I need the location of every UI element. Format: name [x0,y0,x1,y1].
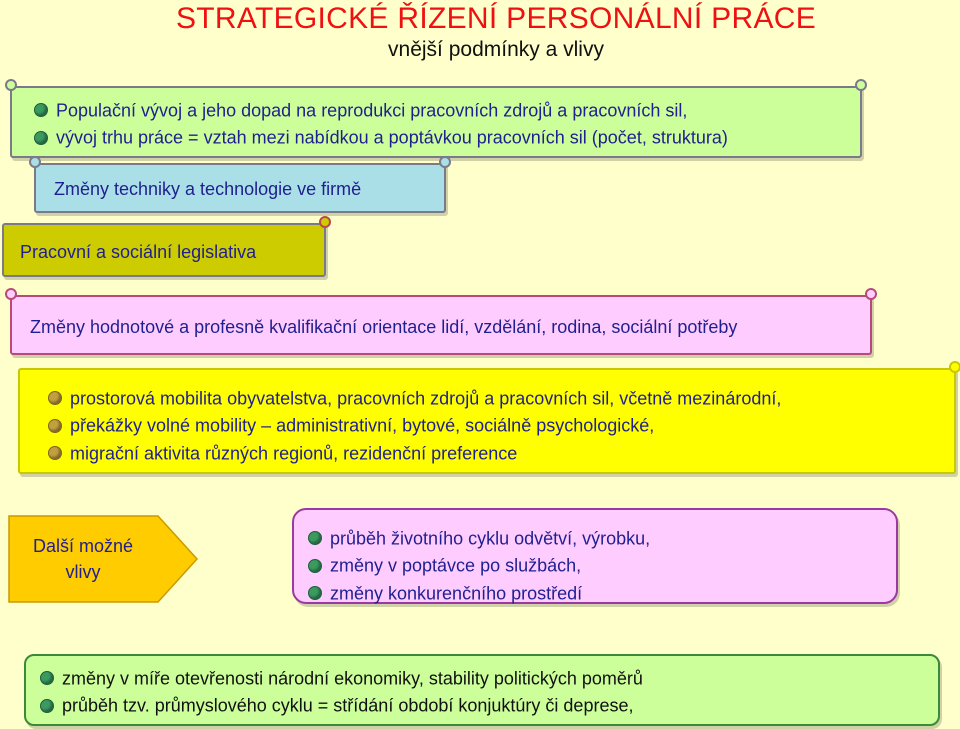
population-box [10,86,862,158]
scroll-curl-icon [865,288,877,300]
further-influences-label: Další možné vlivy [32,536,134,582]
further-influences-arrow [8,515,198,603]
further-influences-box [292,508,898,604]
legislation-box [2,223,326,277]
scroll-curl-icon [5,288,17,300]
values-box [10,295,872,355]
list-item: migrační aktivita různých regionů, rezidenční preference [48,439,954,466]
legislation-text: Pracovní a sociální legislativa [20,242,257,262]
scroll-curl-icon [5,79,17,91]
bullet-icon [308,531,322,545]
list-item: změny v poptávce po službách, [308,551,896,578]
list-item: Populační vývoj a jeho dopad na reprodukci pracovních zdrojů a pracovních sil, [34,96,860,123]
scroll-curl-icon [855,79,867,91]
scroll-curl-icon [439,156,451,168]
list-item: průběh tzv. průmyslového cyklu = střídání období konjuktúry či deprese, [40,691,938,718]
list-item: vývoj trhu práce = vztah mezi nabídkou a poptávkou pracovních sil (počet, struktura) [34,123,860,150]
bullet-icon [34,131,48,145]
scroll-curl-icon [29,156,41,168]
list-item: překážky volné mobility – administrativní, bytové, sociálně psychologické, [48,411,954,438]
bullet-icon [308,586,322,600]
list-item: prostorová mobilita obyvatelstva, pracovních zdrojů a pracovních sil, včetně mezinárodní, [48,384,954,411]
page-subtitle: vnější podmínky a vlivy [388,38,604,61]
bullet-icon [308,559,322,573]
page-title: STRATEGICKÉ ŘÍZENÍ PERSONÁLNÍ PRÁCE [175,2,817,35]
technology-box [34,163,446,213]
technology-text: Změny techniky a technologie ve firmě [54,179,362,199]
bullet-icon [40,671,54,685]
list-item: změny konkurenčního prostředí [308,579,896,606]
scroll-curl-icon [949,361,960,373]
economy-box [24,654,940,726]
bullet-icon [48,446,62,460]
bullet-icon [48,419,62,433]
bullet-icon [34,103,48,117]
scroll-curl-icon [319,216,331,228]
list-item: průběh životního cyklu odvětví, výrobku, [308,524,896,551]
mobility-box [18,368,956,474]
list-item: změny v míře otevřenosti národní ekonomiky, stability politických poměrů [40,664,938,691]
bullet-icon [48,391,62,405]
values-text: Změny hodnotové a profesně kvalifikační orientace lidí, vzdělání, rodina, sociální potřeby [30,317,738,337]
bullet-icon [40,699,54,713]
